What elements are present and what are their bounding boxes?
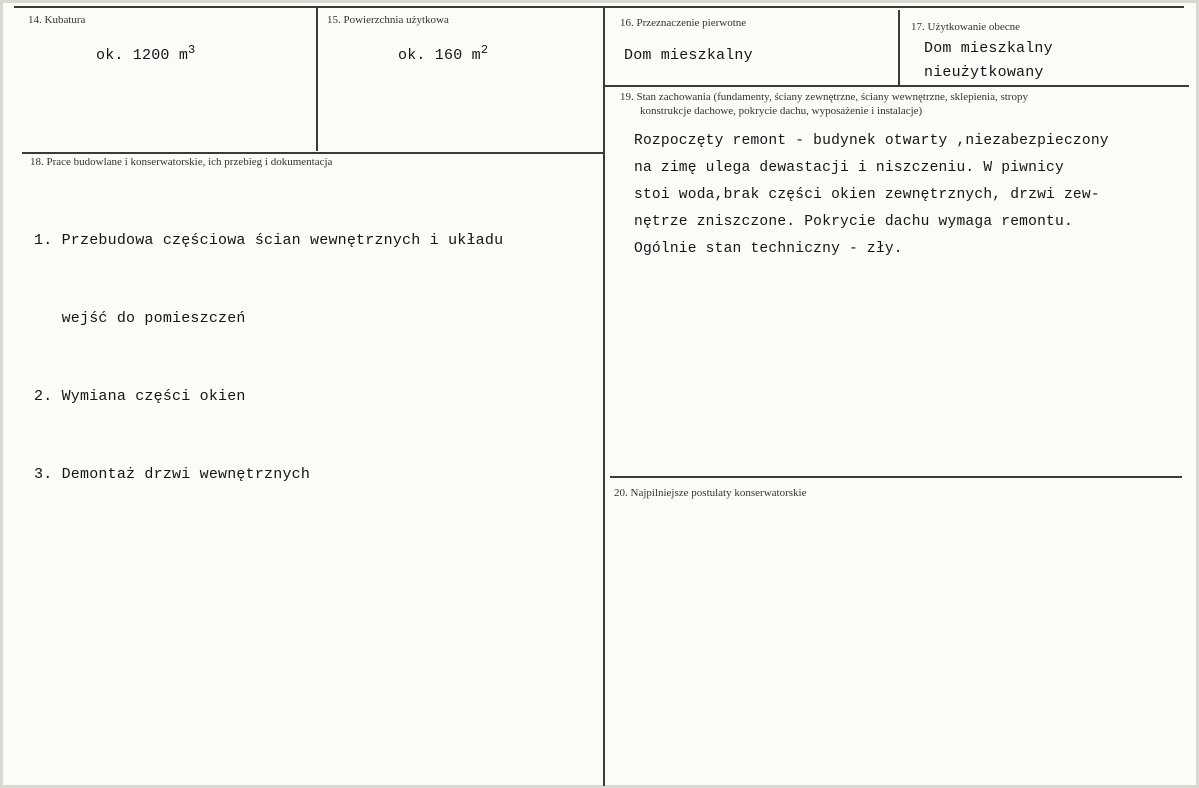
field-18-list xyxy=(34,176,503,540)
field-19-label-line-1: 19. Stan zachowania (fundamenty, ściany zewnętrzne, ściany wewnętrzne, sklepienia, stropy xyxy=(620,91,1028,103)
field-17-line-1: Dom mieszkalny xyxy=(924,40,1053,57)
field-16-value: Dom mieszkalny xyxy=(624,47,753,64)
field-18-line-4: 3. Demontaż drzwi wewnętrznych xyxy=(34,466,311,483)
field-19-line-3: stoi woda,brak części okien zewnętrznych, drzwi zew- xyxy=(634,187,1100,203)
field-15-exponent: 2 xyxy=(480,43,489,57)
field-19-label-line-2: konstrukcje dachowe, pokrycie dachu, wyposażenie i instalacje) xyxy=(640,105,923,117)
field-17-line-2: nieużytkowany xyxy=(924,64,1044,81)
field-20-label: 20. Najpilniejsze postulaty konserwatorskie xyxy=(614,487,807,499)
divider-above-19 xyxy=(605,85,1189,87)
field-19-line-4: nętrze zniszczone. Pokrycie dachu wymaga remontu. xyxy=(634,214,1073,230)
field-18-line-2: wejść do pomieszczeń xyxy=(34,310,246,327)
field-14-value xyxy=(96,44,195,68)
field-15-value-text: ok. 160 m xyxy=(398,47,481,64)
divider-left-right xyxy=(603,6,605,786)
field-18-line-1: 1. Przebudowa częściowa ścian wewnętrznych i układu xyxy=(34,232,504,249)
field-17-label: 17. Użytkowanie obecne xyxy=(911,21,1021,33)
field-19-line-5: Ogólnie stan techniczny - zły. xyxy=(634,241,903,257)
field-19-line-1: Rozpoczęty remont - budynek otwarty ,niezabezpieczony xyxy=(634,133,1109,149)
divider-16-17 xyxy=(898,10,900,86)
field-15-label: 15. Powierzchnia użytkowa xyxy=(327,14,449,26)
field-15-value xyxy=(398,44,488,68)
field-19-label xyxy=(620,90,1028,118)
divider-14-15 xyxy=(316,6,318,151)
field-18-label: 18. Prace budowlane i konserwatorskie, ich przebieg i dokumentacja xyxy=(30,156,333,168)
divider-above-18 xyxy=(22,152,603,154)
field-14-label: 14. Kubatura xyxy=(28,14,86,26)
field-14-exponent: 3 xyxy=(188,43,196,57)
divider-above-20 xyxy=(610,476,1182,478)
field-19-line-2: na zimę ulega dewastacji i niszczeniu. W piwnicy xyxy=(634,160,1064,176)
field-19-text xyxy=(634,128,1109,263)
field-18-line-3: 2. Wymiana części okien xyxy=(34,388,246,405)
field-14-value-text: ok. 1200 m xyxy=(96,47,189,64)
top-border-line xyxy=(14,6,1184,8)
field-16-label: 16. Przeznaczenie pierwotne xyxy=(620,17,747,29)
field-17-value xyxy=(924,37,1053,85)
